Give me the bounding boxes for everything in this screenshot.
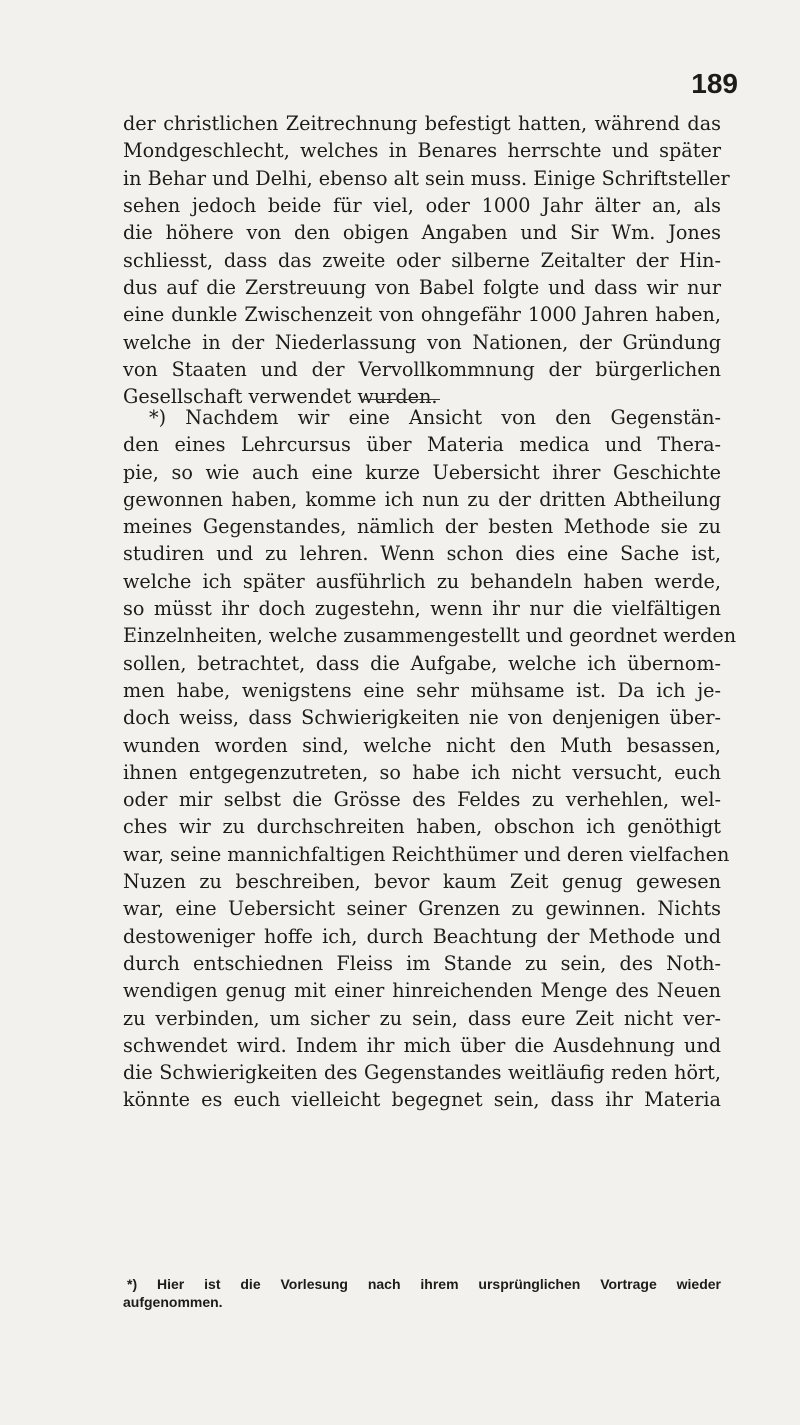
text-line: eine dunkle Zwischenzeit von ohngefähr 1000 Jahren haben, (123, 303, 721, 327)
footnote-line: den eines Lehrcursus über Materia medica und Thera- (123, 433, 721, 457)
footnote-line: war, seine mannichfaltigen Reichthümer und deren vielfachen (123, 842, 730, 866)
editorial-note (123, 1276, 721, 1311)
text-line: in Behar und Delhi, ebenso alt sein muss. Einige Schriftsteller (123, 166, 730, 190)
footnote-line: gewonnen haben, komme ich nun zu der dritten Abtheilung (123, 487, 721, 511)
footnote-line: wunden worden sind, welche nicht den Muth besassen, (123, 733, 721, 757)
text-line: sehen jedoch beide für viel, oder 1000 Jahr älter an, als (123, 194, 721, 218)
footnote-line: Nuzen zu beschreiben, bevor kaum Zeit genug gewesen (123, 870, 721, 894)
footnote-line: die Schwierigkeiten des Gegenstandes weitläufig reden hört, (123, 1061, 721, 1085)
text-line: von Staaten und der Vervollkommnung der bürgerlichen (123, 358, 721, 382)
footnote-line: könnte es euch vielleicht begegnet sein, dass ihr Materia (123, 1088, 721, 1112)
text-line: welche in der Niederlassung von Nationen, der Gründung (123, 330, 721, 354)
footnote-line: pie, so wie auch eine kurze Uebersicht ihrer Geschichte (123, 460, 721, 484)
text-line: dus auf die Zerstreuung von Babel folgte und dass wir nur (123, 276, 721, 300)
footnote-line: destoweniger hoffe ich, durch Beachtung der Methode und (123, 924, 721, 948)
footnote-line: durch entschiednen Fleiss im Stande zu sein, des Noth- (123, 951, 721, 975)
main-paragraph (123, 110, 730, 411)
footnote-line: war, eine Uebersicht seiner Grenzen zu gewinnen. Nichts (123, 897, 721, 921)
footnote-line: meines Gegenstandes, nämlich der besten Methode sie zu (123, 515, 721, 539)
text-line: schliesst, dass das zweite oder silberne Zeitalter der Hin- (123, 248, 721, 272)
note-line: *) Hier ist die Vorlesung nach ihrem ursprünglichen Vortrage wieder (127, 1276, 721, 1292)
footnote-line: ches wir zu durchschreiten haben, obschon ich genöthigt (123, 815, 721, 839)
footnote-line: men habe, wenigstens eine sehr mühsame ist. Da ich je- (123, 678, 721, 702)
text-line: die höhere von den obigen Angaben und Sir Wm. Jones (123, 221, 721, 245)
footnote-divider (362, 399, 440, 400)
footnote-line: *) Nachdem wir eine Ansicht von den Gegenstän- (149, 406, 721, 429)
footnote-line: schwendet wird. Indem ihr mich über die Ausdehnung und (123, 1033, 721, 1057)
footnote-line: zu verbinden, um sicher zu sein, dass eure Zeit nicht ver- (123, 1006, 721, 1030)
page-number: 189 (691, 68, 738, 99)
footnote-line: Einzelnheiten, welche zusammengestellt und geordnet werden (123, 624, 737, 648)
text-line: Mondgeschlecht, welches in Benares herrschte und später (123, 139, 721, 163)
footnote-line: wendigen genug mit einer hinreichenden Menge des Neuen (123, 979, 721, 1003)
footnote-line: sollen, betrachtet, dass die Aufgabe, welche ich übernom- (123, 651, 721, 675)
footnote-line: welche ich später ausführlich zu behandeln haben werde, (123, 569, 721, 593)
note-line: aufgenommen. (123, 1293, 223, 1310)
footnote-line: doch weiss, dass Schwierigkeiten nie von denjenigen über- (123, 706, 721, 730)
footnote-line: oder mir selbst die Grösse des Feldes zu verhehlen, wel- (123, 788, 721, 812)
footnote-line: ihnen entgegenzutreten, so habe ich nicht versucht, euch (123, 760, 721, 784)
text-line: der christlichen Zeitrechnung befestigt hatten, während das (123, 112, 721, 135)
lecture-footnote (123, 404, 737, 1114)
text-line: Gesellschaft verwendet wurden. (123, 385, 438, 409)
footnote-line: so müsst ihr doch zugestehn, wenn ihr nur die vielfältigen (123, 597, 721, 621)
footnote-line: studiren und zu lehren. Wenn schon dies eine Sache ist, (123, 542, 721, 566)
